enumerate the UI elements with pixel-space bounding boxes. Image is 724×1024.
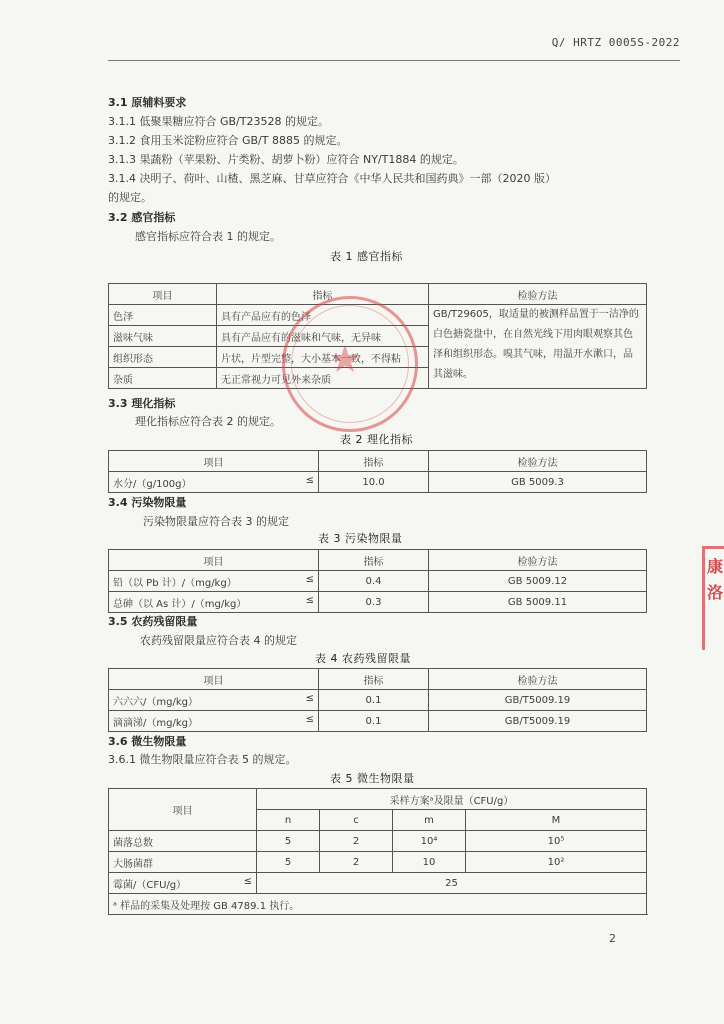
- table5-subheader-n: n: [257, 810, 320, 831]
- table3-row-1-method: GB 5009.12: [429, 571, 647, 592]
- table5-row-1-M: 10⁵: [466, 831, 647, 852]
- table4-header-method: 检验方法: [429, 669, 647, 690]
- doc-code: Q/ HRTZ 0005S-2022: [551, 36, 680, 49]
- table5-row-3-item: [109, 873, 257, 894]
- table3-row-2-method: GB 5009.11: [429, 592, 647, 613]
- table1-header-index: 指标: [217, 284, 429, 305]
- table-contaminants: [108, 549, 647, 613]
- section-intro-3-2: 感官指标应符合表 1 的规定。: [135, 230, 281, 243]
- table3-caption: 表 3 污染物限量: [318, 532, 403, 545]
- table5-row-3-value: 25: [257, 873, 647, 894]
- table3-header-method: 检验方法: [429, 550, 647, 571]
- clause-3-1-1: 3.1.1 低聚果糖应符合 GB/T23528 的规定。: [108, 115, 329, 128]
- side-seal-char-1: 康: [707, 557, 724, 576]
- table5-row-1-c: 2: [320, 831, 393, 852]
- clause-3-1-4-cont: 的规定。: [108, 191, 152, 204]
- table5-header-plan: 采样方案ᵃ及限量（CFU/g）: [257, 789, 647, 810]
- table4-row-2-method: GB/T5009.19: [429, 711, 647, 732]
- table5-caption: 表 5 微生物限量: [330, 772, 415, 785]
- table1-header-method: 检验方法: [429, 284, 647, 305]
- table5-subheader-c: c: [320, 810, 393, 831]
- le-symbol: ≤: [305, 594, 314, 606]
- side-seal-text: [707, 554, 724, 606]
- table1-header-item: 项目: [109, 284, 217, 305]
- table1-row-4-item: 杂质: [109, 368, 217, 389]
- table4-row-1-item: [109, 690, 319, 711]
- section-intro-3-4: 污染物限量应符合表 3 的规定: [143, 515, 289, 528]
- clause-3-1-4: 3.1.4 决明子、荷叶、山楂、黑芝麻、甘草应符合《中华人民共和国药典》一部（2020 版）: [108, 172, 556, 185]
- table5-header-item: 项目: [109, 789, 257, 831]
- table-microbial: [108, 788, 647, 915]
- table5-row-2-m: 10: [393, 852, 466, 873]
- table5-footnote: ᵃ 样品的采集及处理按 GB 4789.1 执行。: [109, 894, 647, 915]
- table3-row-2-value: 0.3: [319, 592, 429, 613]
- table5-row-3-item-label: 霉菌/（CFU/g）: [113, 879, 187, 891]
- table5-row-1-n: 5: [257, 831, 320, 852]
- table4-header-index: 指标: [319, 669, 429, 690]
- side-seal-char-2: 洛: [707, 583, 724, 602]
- section-intro-3-3: 理化指标应符合表 2 的规定。: [135, 415, 281, 428]
- table5-subheader-m: m: [393, 810, 466, 831]
- table4-row-1-item-label: 六六六/（mg/kg）: [113, 696, 198, 708]
- table3-header-item: 项目: [109, 550, 319, 571]
- table2-row-1-value: 10.0: [319, 472, 429, 493]
- side-seal-fragment-icon: [698, 546, 724, 650]
- table5-row-2-n: 5: [257, 852, 320, 873]
- section-title-3-4: 3.4 污染物限量: [108, 496, 187, 509]
- clause-3-1-3: 3.1.3 果蔬粉（苹果粉、片类粉、胡萝卜粉）应符合 NY/T1884 的规定。: [108, 153, 464, 166]
- clause-3-1-2: 3.1.2 食用玉米淀粉应符合 GB/T 8885 的规定。: [108, 134, 348, 147]
- section-title-3-1: 3.1 原辅料要求: [108, 96, 187, 109]
- table3-row-2-item: [109, 592, 319, 613]
- star-icon: ★: [328, 337, 363, 381]
- table4-row-2-value: 0.1: [319, 711, 429, 732]
- table1-caption: 表 1 感官指标: [330, 250, 403, 263]
- table2-row-1-item-label: 水分/（g/100g）: [113, 478, 192, 490]
- table1-row-4-index: 无正常视力可见外来杂质: [217, 368, 429, 389]
- table-pesticide: [108, 668, 647, 732]
- table4-header-item: 项目: [109, 669, 319, 690]
- table2-header-index: 指标: [319, 451, 429, 472]
- table2-caption: 表 2 理化指标: [340, 433, 413, 446]
- table1-row-1-item: 色泽: [109, 305, 217, 326]
- section-intro-3-5: 农药残留限量应符合表 4 的规定: [140, 634, 297, 647]
- le-symbol: ≤: [305, 573, 314, 585]
- table5-row-2-item: 大肠菌群: [109, 852, 257, 873]
- table4-row-1-method: GB/T5009.19: [429, 690, 647, 711]
- le-symbol: ≤: [305, 474, 314, 486]
- table-physicochemical: [108, 450, 647, 493]
- le-symbol: ≤: [243, 875, 252, 887]
- table4-row-1-value: 0.1: [319, 690, 429, 711]
- table1-row-3-index: 片状，片型完整，大小基本一致，不得粘: [217, 347, 429, 368]
- table5-row-1-item: 菌落总数: [109, 831, 257, 852]
- header-rule: [108, 60, 680, 61]
- table3-row-2-item-label: 总砷（以 As 计）/（mg/kg）: [113, 598, 247, 610]
- table3-header-index: 指标: [319, 550, 429, 571]
- section-title-3-3: 3.3 理化指标: [108, 397, 176, 410]
- section-title-3-2: 3.2 感官指标: [108, 211, 176, 224]
- table2-row-1-item: [109, 472, 319, 493]
- table1-row-3-item: 组织形态: [109, 347, 217, 368]
- table1-method-cell: GB/T29605，取适量的被测样品置于一洁净的白色搪瓷盘中，在自然光线下用肉眼观察其色泽和组织形态。嗅其气味，用温开水漱口，品其滋味。: [429, 305, 647, 389]
- clause-3-6-1: 3.6.1 微生物限量应符合表 5 的规定。: [108, 753, 297, 766]
- table3-row-1-value: 0.4: [319, 571, 429, 592]
- table3-row-1-item: [109, 571, 319, 592]
- table3-row-1-item-label: 铅（以 Pb 计）/（mg/kg）: [113, 577, 237, 589]
- table2-row-1-method: GB 5009.3: [429, 472, 647, 493]
- page-number: 2: [609, 932, 616, 945]
- table4-row-2-item: [109, 711, 319, 732]
- table2-header-method: 检验方法: [429, 451, 647, 472]
- table5-row-2-M: 10²: [466, 852, 647, 873]
- table1-row-2-index: 具有产品应有的滋味和气味，无异味: [217, 326, 429, 347]
- table5-subheader-M: M: [466, 810, 647, 831]
- table1-row-1-index: 具有产品应有的色泽: [217, 305, 429, 326]
- table4-row-2-item-label: 滴滴涕/（mg/kg）: [113, 717, 198, 729]
- table1-row-2-item: 滋味气味: [109, 326, 217, 347]
- le-symbol: ≤: [305, 692, 314, 704]
- table4-caption: 表 4 农药残留限量: [315, 652, 411, 665]
- section-title-3-5: 3.5 农药残留限量: [108, 615, 198, 628]
- section-title-3-6: 3.6 微生物限量: [108, 735, 187, 748]
- table-sensory: [108, 283, 647, 389]
- table2-header-item: 项目: [109, 451, 319, 472]
- table5-row-2-c: 2: [320, 852, 393, 873]
- table5-row-1-m: 10⁴: [393, 831, 466, 852]
- le-symbol: ≤: [305, 713, 314, 725]
